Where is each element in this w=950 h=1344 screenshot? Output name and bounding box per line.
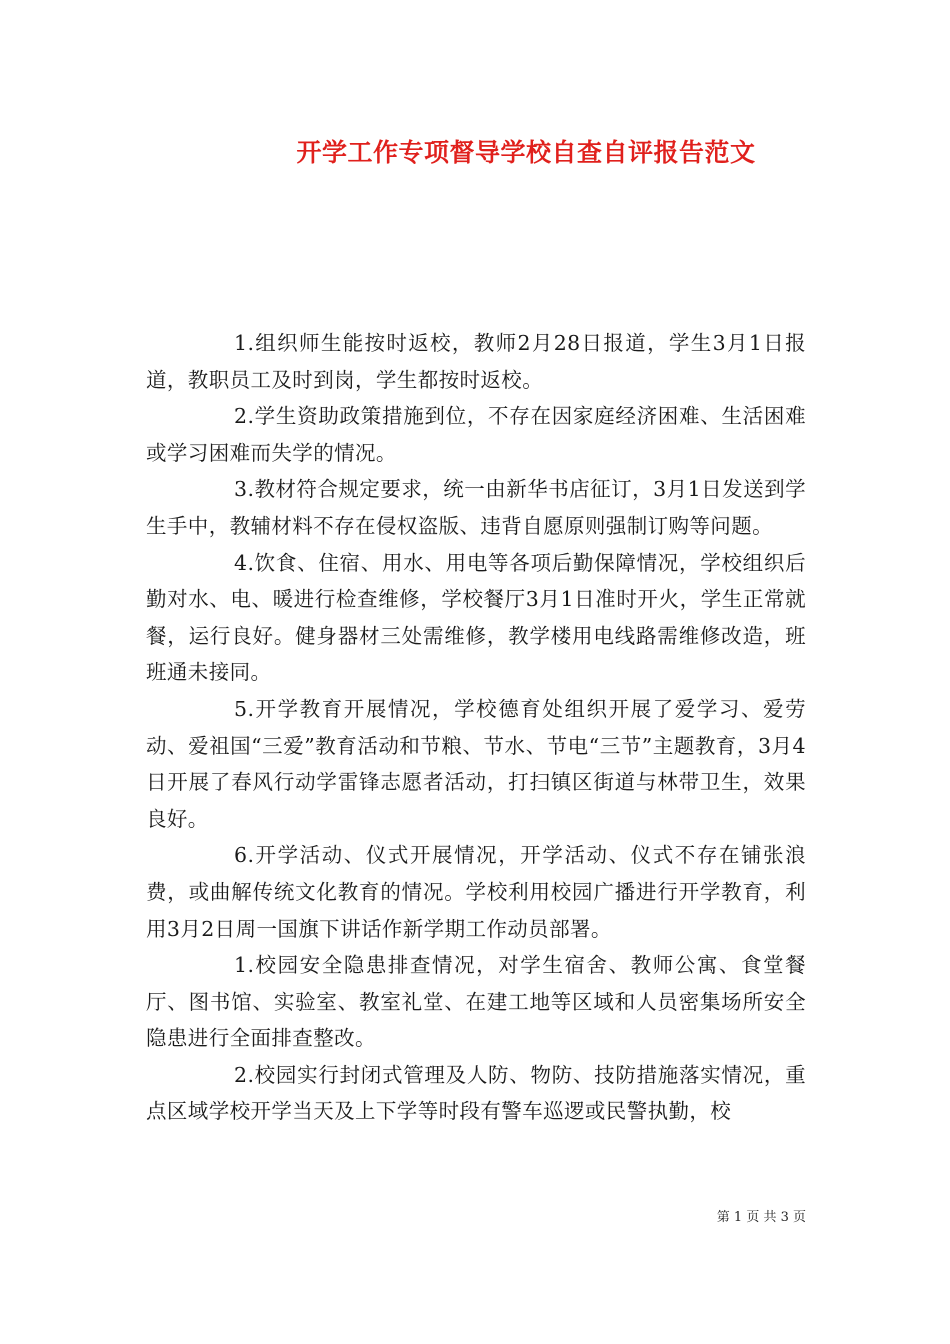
paragraph: 3.教材符合规定要求，统一由新华书店征订，3月1日发送到学生手中，教辅材料不存在侵权盗版、违背自愿原则强制订购等问题。 — [146, 477, 806, 538]
paragraph: 1.组织师生能按时返校，教师2月28日报道，学生3月1日报道，教职员工及时到岗，学生都按时返校。 — [146, 331, 806, 392]
paragraph: 6.开学活动、仪式开展情况，开学活动、仪式不存在铺张浪费，或曲解传统文化教育的情况。学校利用校园广播进行开学教育，利用3月2日周一国旗下讲话作新学期工作动员部署。 — [146, 843, 806, 941]
paragraph: 2.校园实行封闭式管理及人防、物防、技防措施落实情况，重点区域学校开学当天及上下学等时段有警车巡逻或民警执勤，校 — [146, 1062, 806, 1124]
document-title: 开学工作专项督导学校自查自评报告范文 — [296, 138, 756, 167]
page-number-footer: 第 1 页 共 3 页 — [716, 1210, 806, 1225]
paragraph: 2.学生资助政策措施到位，不存在因家庭经济困难、生活困难或学习困难而失学的情况。 — [146, 404, 806, 465]
paragraph: 5.开学教育开展情况，学校德育处组织开展了爱学习、爱劳动、爱祖国“三爱”教育活动和节粮、节水、节电“三节”主题教育，3月4日开展了春风行动学雷锋志愿者活动，打扫镇区街道与林带卫生，效果良好。 — [146, 696, 806, 831]
paragraph: 1.校园安全隐患排查情况，对学生宿舍、教师公寓、食堂餐厅、图书馆、实验室、教室礼堂、在建工地等区域和人员密集场所安全隐患进行全面排查整改。 — [146, 953, 806, 1051]
paragraph: 4.饮食、住宿、用水、用电等各项后勤保障情况，学校组织后勤对水、电、暖进行检查维修，学校餐厅3月1日准时开火，学生正常就餐，运行良好。健身器材三处需维修，教学楼用电线路需维修改造，班班通未接同。 — [146, 550, 806, 685]
document-body — [146, 325, 806, 1130]
